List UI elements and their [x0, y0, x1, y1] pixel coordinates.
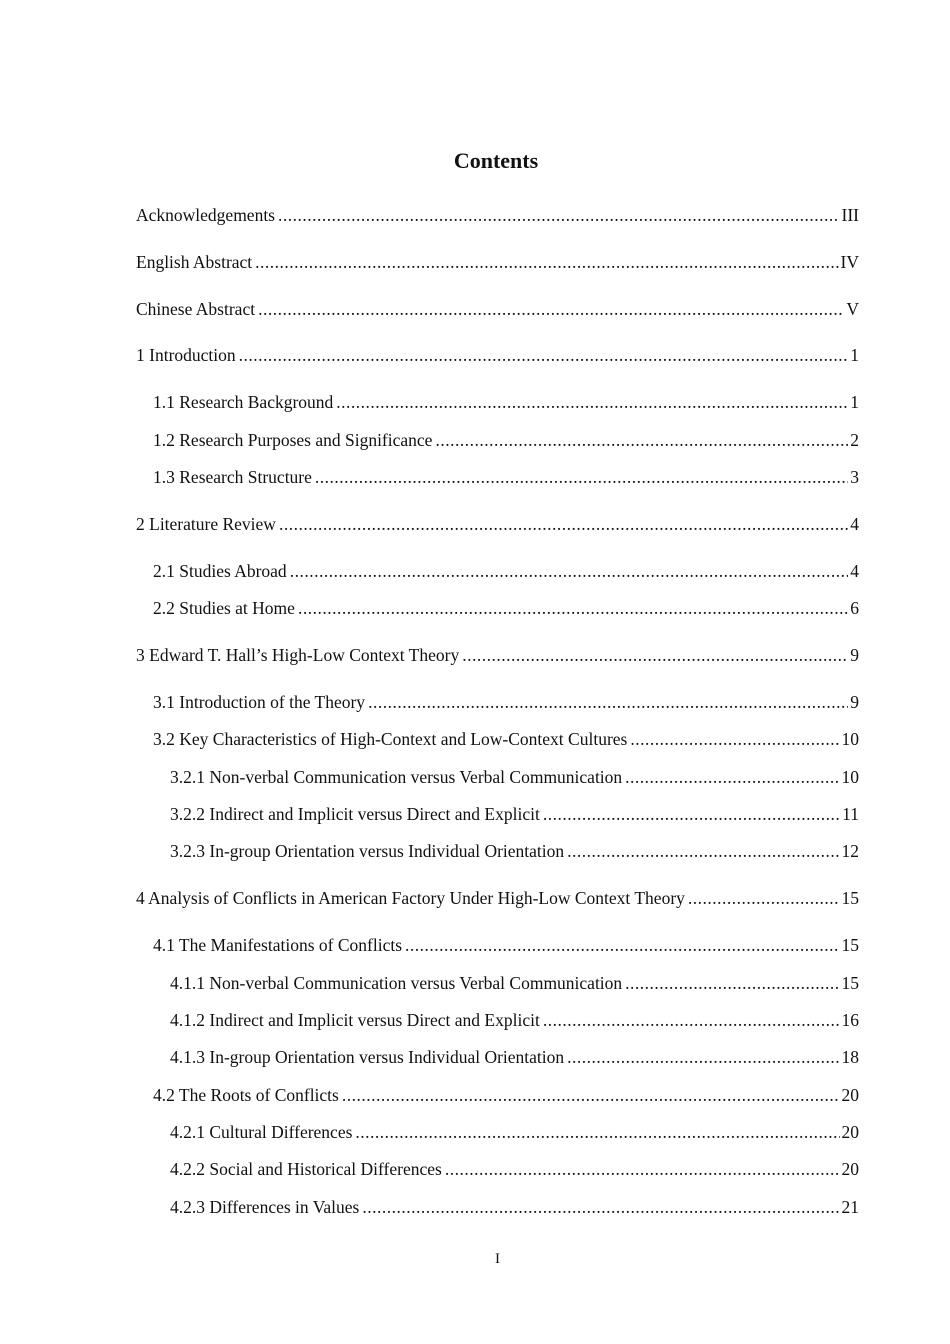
toc-entry-section-4-1[interactable] — [153, 934, 859, 956]
page-number-footer: I — [495, 1251, 500, 1267]
toc-entry-label: 4 Analysis of Conflicts in American Factory Under High-Low Context Theory — [136, 888, 685, 908]
toc-entry-section-4-2-1[interactable] — [170, 1121, 859, 1143]
toc-entry-label: Chinese Abstract — [136, 299, 256, 319]
toc-entry-label: 4.2.1 Cultural Differences — [170, 1122, 353, 1142]
toc-entry-chapter-4[interactable] — [136, 887, 859, 909]
toc-entry-page-number: 12 — [841, 841, 859, 861]
toc-entry-label: 3.2.3 In-group Orientation versus Individual Orientation — [170, 841, 565, 861]
toc-entry-page-number: 2 — [850, 430, 859, 450]
toc-entry-label: 2.1 Studies Abroad — [153, 561, 287, 581]
toc-entry-label: 3 Edward T. Hall’s High-Low Context Theory — [136, 645, 460, 665]
toc-entry-label: 2.2 Studies at Home — [153, 598, 295, 618]
dot-leader — [445, 1158, 840, 1180]
dot-leader — [278, 204, 840, 226]
toc-entry-section-3-2[interactable] — [153, 728, 859, 750]
toc-entry-label: 4.1.3 In-group Orientation versus Individual Orientation — [170, 1047, 565, 1067]
toc-entry-section-2-2[interactable] — [153, 597, 859, 619]
dot-leader — [298, 597, 848, 619]
toc-entry-page-number: V — [846, 299, 859, 319]
dot-leader — [336, 391, 848, 413]
dot-leader — [567, 1046, 839, 1068]
toc-entry-page-number: 1 — [850, 392, 859, 412]
dot-leader — [405, 934, 839, 956]
toc-entry-label: 1.2 Research Purposes and Significance — [153, 430, 433, 450]
toc-entry-label: 3.2.1 Non-verbal Communication versus Verbal Communication — [170, 767, 623, 787]
toc-entry-page-number: 9 — [850, 692, 859, 712]
toc-entry-label: 4.1.1 Non-verbal Communication versus Verbal Communication — [170, 973, 623, 993]
toc-entry-label: 4.2 The Roots of Conflicts — [153, 1085, 339, 1105]
toc-entry-label: 4.1.2 Indirect and Implicit versus Direct and Explicit — [170, 1010, 540, 1030]
dot-leader — [462, 644, 848, 666]
toc-entry-label: 4.1 The Manifestations of Conflicts — [153, 935, 403, 955]
toc-entry-page-number: 15 — [841, 888, 859, 908]
toc-entry-page-number: 10 — [841, 767, 859, 787]
toc-entry-page-number: 20 — [841, 1122, 859, 1142]
toc-entry-label: 2 Literature Review — [136, 514, 276, 534]
dot-leader — [630, 728, 839, 750]
toc-entry-section-4-2[interactable] — [153, 1084, 859, 1106]
page-title: Contents — [453, 148, 539, 173]
toc-entry-page-number: III — [841, 205, 859, 225]
toc-entry-section-1-3[interactable] — [153, 466, 859, 488]
toc-entry-page-number: 3 — [850, 467, 859, 487]
toc-entry-page-number: 11 — [842, 804, 859, 824]
toc-entry-chinese-abstract[interactable] — [136, 298, 859, 320]
toc-entry-page-number: 10 — [841, 729, 859, 749]
toc-entry-page-number: 15 — [841, 973, 859, 993]
toc-entry-page-number: 4 — [850, 514, 859, 534]
toc-entry-english-abstract[interactable] — [136, 251, 859, 273]
toc-entry-section-3-1[interactable] — [153, 691, 859, 713]
dot-leader — [239, 344, 849, 366]
toc-entry-page-number: 1 — [850, 345, 859, 365]
dot-leader — [625, 972, 839, 994]
toc-entry-page-number: 20 — [841, 1159, 859, 1179]
toc-entry-page-number: 16 — [841, 1010, 859, 1030]
toc-entry-page-number: 18 — [841, 1047, 859, 1067]
toc-entry-section-4-1-2[interactable] — [170, 1009, 859, 1031]
toc-entry-section-4-1-1[interactable] — [170, 972, 859, 994]
toc-entry-page-number: 9 — [850, 645, 859, 665]
dot-leader — [543, 803, 840, 825]
dot-leader — [362, 1196, 839, 1218]
toc-entry-chapter-1[interactable] — [136, 344, 859, 366]
dot-leader — [368, 691, 848, 713]
toc-entry-label: 1.3 Research Structure — [153, 467, 312, 487]
toc-entry-label: 3.2 Key Characteristics of High-Context and Low-Context Cultures — [153, 729, 628, 749]
dot-leader — [625, 766, 839, 788]
toc-entry-page-number: 15 — [841, 935, 859, 955]
toc-entry-label: 3.2.2 Indirect and Implicit versus Direct and Explicit — [170, 804, 540, 824]
dot-leader — [342, 1084, 840, 1106]
toc-entry-page-number: IV — [840, 252, 859, 272]
toc-entry-label: 4.2.2 Social and Historical Differences — [170, 1159, 442, 1179]
toc-entry-section-3-2-2[interactable] — [170, 803, 859, 825]
toc-entry-label: 4.2.3 Differences in Values — [170, 1197, 360, 1217]
toc-entry-chapter-3[interactable] — [136, 644, 859, 666]
toc-entry-section-4-2-2[interactable] — [170, 1158, 859, 1180]
dot-leader — [290, 560, 849, 582]
toc-entry-label: Acknowledgements — [136, 205, 275, 225]
toc-entry-page-number: 4 — [850, 561, 859, 581]
dot-leader — [315, 466, 848, 488]
dot-leader — [435, 429, 848, 451]
toc-entry-section-1-2[interactable] — [153, 429, 859, 451]
toc-entry-label: 3.1 Introduction of the Theory — [153, 692, 366, 712]
toc-entry-section-3-2-1[interactable] — [170, 766, 859, 788]
toc-entry-acknowledgements[interactable] — [136, 204, 859, 226]
toc-entry-section-3-2-3[interactable] — [170, 840, 859, 862]
dot-leader — [355, 1121, 839, 1143]
toc-entry-page-number: 20 — [841, 1085, 859, 1105]
toc-entry-label: 1.1 Research Background — [153, 392, 334, 412]
toc-entry-section-1-1[interactable] — [153, 391, 859, 413]
toc-entry-label: 1 Introduction — [136, 345, 236, 365]
toc-entry-label: English Abstract — [136, 252, 253, 272]
dot-leader — [255, 251, 838, 273]
dot-leader — [567, 840, 839, 862]
toc-entry-section-2-1[interactable] — [153, 560, 859, 582]
toc-entry-page-number: 6 — [850, 598, 859, 618]
dot-leader — [543, 1009, 840, 1031]
dot-leader — [258, 298, 844, 320]
toc-entry-chapter-2[interactable] — [136, 513, 859, 535]
toc-entry-section-4-1-3[interactable] — [170, 1046, 859, 1068]
toc-entry-section-4-2-3[interactable] — [170, 1196, 859, 1218]
toc-entry-page-number: 21 — [841, 1197, 859, 1217]
dot-leader — [688, 887, 840, 909]
dot-leader — [279, 513, 848, 535]
